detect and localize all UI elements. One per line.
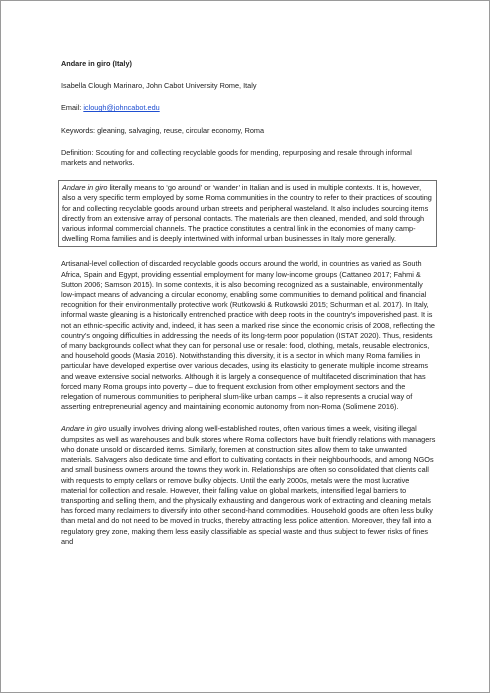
summary-text: literally means to ‘go around’ or ‘wander’ in Italian and is used in multiple contexts. It is, however, also a very specific term employed by some Roma communities in the country to refer to their practices of scouting for and collecting recyclable goods around urban streets and peripheral wasteland. It also includes sourcing items directly from an extensive array of personal contacts. The materials are then cleaned, mended, and sold through various informal commercial channels. The practice constitutes a central link in the economies of many camp-dwelling Roma families and is deeply intertwined with informal urban businesses in Italy more generally. bbox=[62, 183, 432, 244]
paragraph-2-text: usually involves driving along well-established routes, often various times a week, visiting illegal dumpsites as well as warehouses and bulk stores where Roma collectors have built friendly relations with managers who donate unsold or discarded items. Similarly, foremen at construction sites allow them to take unwanted materials. Salvagers also dedicate time and effort to cultivating contacts in their neighbourhoods, and among NGOs and small business owners around the towns they work in. Relationships are often so consolidated that clients call with requests to empty cellars or remove bulky objects. Until the early 2000s, metals were the most lucrative material for collection and resale. However, their falling value on global markets, intensified legal barriers to transporting and selling them, and the physically exhausting and dangerous work of extracting and cleaning metals has forced many reclaimers to diversify into other second-hand commodities. Household goods are often less bulky than metal and do not need to be moved in trucks, thereby attracting less police attention. Moreover, they fall into a regulatory grey zone, making them less easily classifiable as special waste and thus subject to fewer risks of fines and bbox=[61, 424, 436, 546]
definition-line: Definition: Scouting for and collecting recyclable goods for mending, repurposing and resale through informal markets and networks. bbox=[61, 147, 412, 168]
author-line: Isabella Clough Marinaro, John Cabot University Rome, Italy bbox=[61, 81, 257, 91]
body-paragraph-2 bbox=[61, 424, 437, 546]
summary-box bbox=[58, 180, 437, 247]
document-title: Andare in giro (Italy) bbox=[61, 59, 132, 68]
email-link[interactable]: iclough@johncabot.edu bbox=[83, 103, 160, 113]
summary-term: Andare in giro bbox=[62, 183, 108, 193]
paragraph-2-term: Andare in giro bbox=[61, 424, 107, 434]
keywords-line: Keywords: gleaning, salvaging, reuse, circular economy, Roma bbox=[61, 125, 265, 135]
body-paragraph-1: Artisanal-level collection of discarded recyclable goods occurs around the world, in countries as varied as South Africa, Spain and Egypt, providing essential employment for many low-income groups (Cattaneo 2017; Fahmi & Sutton 2006; Samson 2015). In some contexts, it is also becoming recognized as a sustainable, environmentally low-impact means of advancing a circular economy, enabling some communities to demand political and financial recognition for their environmentally protective work (Rutkowski & Rutkowski 2015; Schurman et al. 2017). In Italy, informal waste gleaning is a historically entrenched practice with deep roots in the country’s impoverished past. It is not an ethnic-specific activity and, indeed, it has seen a marked rise since the economic crisis of 2008, reflecting the country’s ongoing difficulties in addressing the needs of its long-term poor population (ISTAT 2020). Thus, residents of many backgrounds collect what they can for personal use or resale: food, clothing, metals, reusable electronics, and household goods (Masia 2016). Notwithstanding this diversity, it is a sector in which many Roma families in particular have developed expertise over various decades, using its elasticity to generate multiple income streams and weave extensive social networks. Although it is largely a consequence of multifaceted discrimination that has forced many Roma groups into poverty – due to frequent exclusion from other employment sectors and the relegation of numerous communities to peripheral slum-like urban camps – it also represents a crucial way of asserting entrepreneurial agency and maintaining economic autonomy from non-Roma (Solimene 2016). bbox=[61, 259, 435, 412]
email-line bbox=[61, 103, 437, 113]
document-body bbox=[61, 59, 437, 559]
email-label: Email: bbox=[61, 103, 84, 113]
